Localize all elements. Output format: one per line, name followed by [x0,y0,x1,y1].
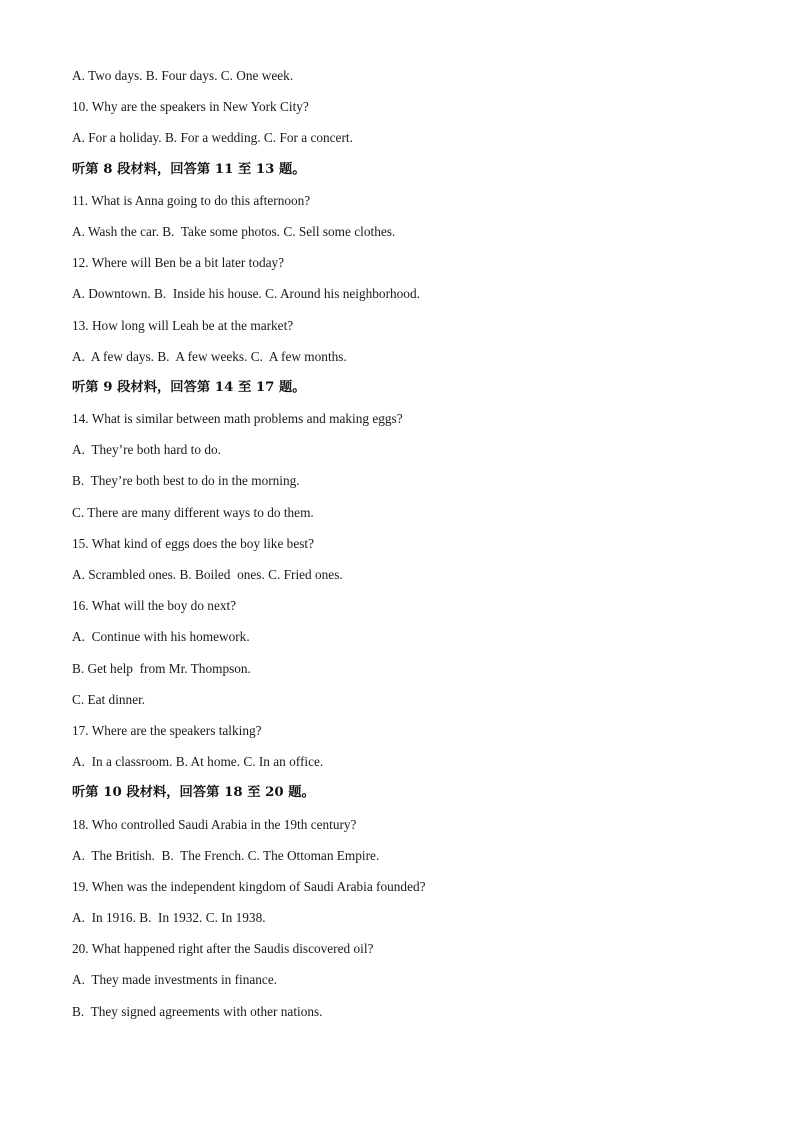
answer-options: A. For a holiday. B. For a wedding. C. For a concert. [72,130,353,146]
answer-options: A. Wash the car. B. Take some photos. C. Sell some clothes. [72,223,396,239]
answer-options: A. The British. B. The French. C. The Ottoman Empire. [72,847,380,863]
question-14: 14. What is similar between math problems and making eggs? [72,411,403,427]
answer-option-a: A. Continue with his homework. [72,629,250,645]
question-16: 16. What will the boy do next? [72,598,237,614]
section-heading-8: 听第 8 段材料，回答第 11 至 13 题。 [72,161,306,177]
answer-options: A. Two days. B. Four days. C. One week. [72,68,294,83]
answer-options: A. In a classroom. B. At home. C. In an office. [72,754,324,770]
question-18: 18. Who controlled Saudi Arabia in the 19th century? [72,816,357,832]
question-20: 20. What happened right after the Saudis discovered oil? [72,941,374,957]
question-19: 19. When was the independent kingdom of Saudi Arabia founded? [72,878,426,894]
answer-option-b: B. They’re both best to do in the morning. [72,473,300,489]
section-heading-9: 听第 9 段材料，回答第 14 至 17 题。 [72,379,306,395]
question-list [72,66,732,1033]
answer-option-b: B. They signed agreements with other nations. [72,1003,323,1019]
answer-options: A. In 1916. B. In 1932. C. In 1938. [72,910,266,926]
answer-options: A. Scrambled ones. B. Boiled ones. C. Fried ones. [72,567,343,582]
answer-options: A. A few days. B. A few weeks. C. A few months. [72,348,347,364]
answer-options: A. Downtown. B. Inside his house. C. Around his neighborhood. [72,286,420,302]
question-13: 13. How long will Leah be at the market? [72,317,294,333]
question-11: 11. What is Anna going to do this afternoon? [72,192,311,208]
answer-option-b: B. Get help from Mr. Thompson. [72,660,251,676]
answer-option-c: C. There are many different ways to do them. [72,504,314,520]
answer-option-c: C. Eat dinner. [72,691,146,707]
question-17: 17. Where are the speakers talking? [72,722,262,738]
question-10: 10. Why are the speakers in New York City? [72,99,309,115]
question-12: 12. Where will Ben be a bit later today? [72,255,285,271]
question-15: 15. What kind of eggs does the boy like best? [72,535,315,551]
section-heading-10: 听第 10 段材料，回答第 18 至 20 题。 [72,785,315,801]
answer-option-a: A. They made investments in finance. [72,972,278,988]
answer-option-a: A. They’re both hard to do. [72,442,221,458]
